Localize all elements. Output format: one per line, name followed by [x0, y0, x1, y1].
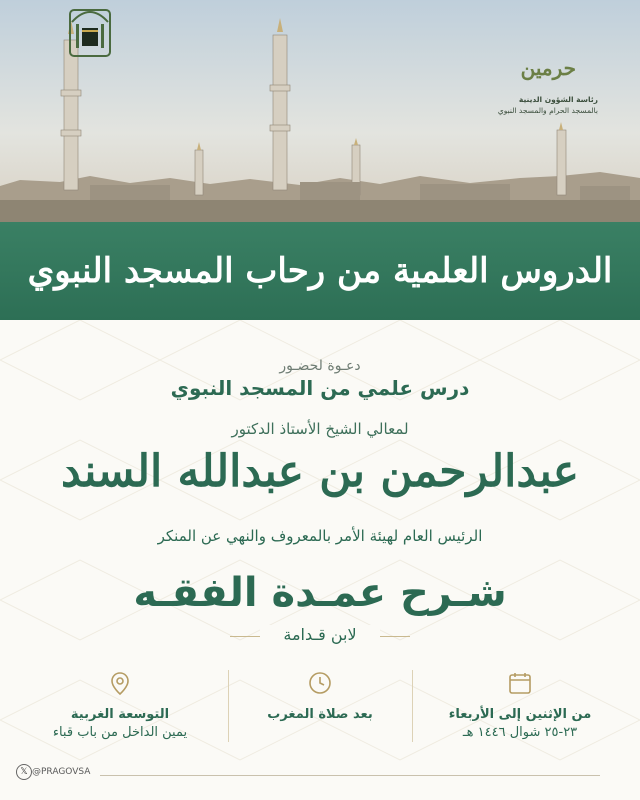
lesson-heading: درس علمي من المسجد النبوي — [170, 376, 470, 400]
title-banner — [0, 222, 640, 320]
date-line-1: من الإثنين إلى الأربعاء — [448, 707, 592, 722]
invitation-label: دعـوة لحضـور — [279, 358, 361, 374]
banner-title: الدروس العلمية من رحاب المسجد النبوي — [27, 251, 613, 291]
time-line-1: بعد صلاة المغرب — [267, 707, 373, 722]
haramain-logo — [0, 0, 120, 86]
lesson-series-title: شـرح عمـدة الفقـه — [133, 570, 507, 616]
calendar-icon — [507, 670, 533, 696]
honorific-title: لمعالي الشيخ الأستاذ الدكتور — [231, 420, 409, 438]
logo-subtitle: رئاسة الشؤون الدينية — [518, 95, 598, 104]
location-pin-icon — [107, 670, 133, 696]
social-handle[interactable]: @PRAGOVSA — [32, 767, 91, 777]
speaker-role: الرئيس العام لهيئة الأمر بالمعروف والنهي عن المنكر — [157, 527, 483, 545]
logo-subtitle-2: بالمسجد الحرام والمسجد النبوي — [497, 106, 598, 115]
book-author: لابن قـدامة — [260, 625, 380, 644]
location-line-2: يمين الداخل من باب قباء — [52, 725, 188, 740]
x-logo-icon[interactable]: 𝕏 — [16, 764, 32, 780]
location-line-1: التوسعة الغربية — [70, 707, 170, 722]
header-photo — [0, 0, 640, 222]
date-line-2: ٢٣-٢٥ شوال ١٤٤٦ هـ — [462, 725, 578, 740]
event-details — [0, 670, 640, 760]
date-info — [430, 670, 610, 742]
speaker-name: عبدالرحمن بن عبدالله السند — [60, 446, 580, 497]
location-info — [30, 670, 210, 742]
logo-title: حرمين — [520, 56, 576, 80]
time-info — [230, 670, 410, 724]
footer-divider — [100, 775, 600, 776]
divider — [412, 670, 413, 742]
clock-icon — [307, 670, 333, 696]
invitation-body — [0, 320, 640, 800]
divider — [228, 670, 229, 742]
